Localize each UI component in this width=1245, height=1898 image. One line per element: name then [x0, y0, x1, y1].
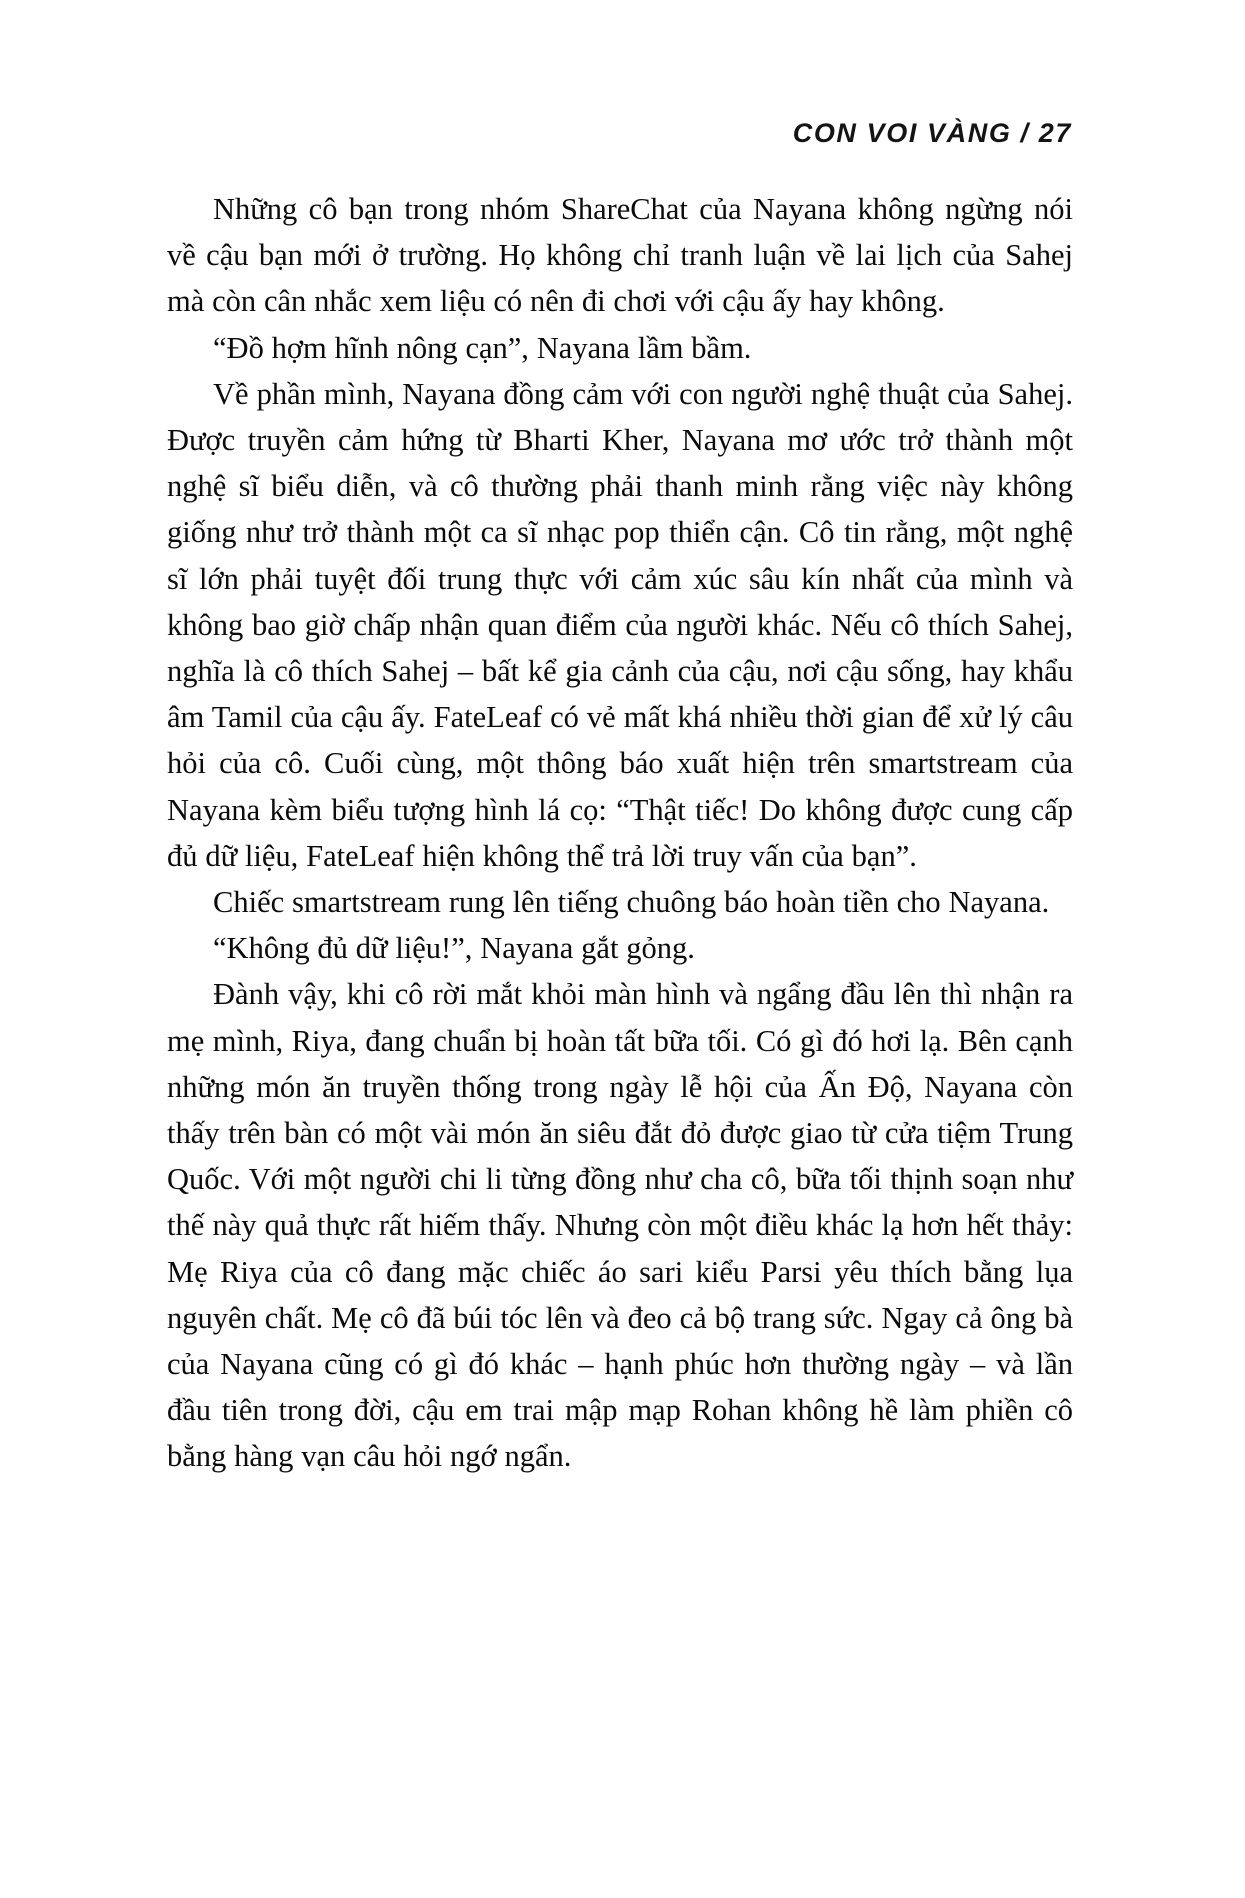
running-head	[167, 118, 1072, 149]
paragraph: Về phần mình, Nayana đồng cảm với con người nghệ thuật của Sahej. Được truyền cảm hứng từ Bharti Kher, Nayana mơ ước trở thành một nghệ sĩ biểu diễn, và cô thường phải thanh minh rằng việc này không giống như trở thành một ca sĩ nhạc pop thiển cận. Cô tin rằng, một nghệ sĩ lớn phải tuyệt đối trung thực với cảm xúc sâu kín nhất của mình và không bao giờ chấp nhận quan điểm của người khác. Nếu cô thích Sahej, nghĩa là cô thích Sahej – bất kể gia cảnh của cậu, nơi cậu sống, hay khẩu âm Tamil của cậu ấy. FateLeaf có vẻ mất khá nhiều thời gian để xử lý câu hỏi của cô. Cuối cùng, một thông báo xuất hiện trên smartstream của Nayana kèm biểu tượng hình lá cọ: “Thật tiếc! Do không được cung cấp đủ dữ liệu, FateLeaf hiện không thể trả lời truy vấn của bạn”.	[167, 376, 1073, 873]
paragraph: Chiếc smartstream rung lên tiếng chuông báo hoàn tiền cho Nayana.	[213, 885, 1050, 920]
running-head-text: CON VOI VÀNG / 27	[792, 118, 1072, 148]
paragraph: “Đồ hợm hĩnh nông cạn”, Nayana lầm bầm.	[213, 330, 752, 365]
paragraph: “Không đủ dữ liệu!”, Nayana gắt gỏng.	[213, 931, 695, 966]
body-text-block	[167, 186, 1073, 1480]
paragraph: Đành vậy, khi cô rời mắt khỏi màn hình và ngẩng đầu lên thì nhận ra mẹ mình, Riya, đang chuẩn bị hoàn tất bữa tối. Có gì đó hơi lạ. Bên cạnh những món ăn truyền thống trong ngày lễ hội của Ấn Độ, Nayana còn thấy trên bàn có một vài món ăn siêu đắt đỏ được giao từ cửa tiệm Trung Quốc. Với một người chi li từng đồng như cha cô, bữa tối thịnh soạn như thế này quả thực rất hiếm thấy. Nhưng còn một điều khác lạ hơn hết thảy: Mẹ Riya của cô đang mặc chiếc áo sari kiểu Parsi yêu thích bằng lụa nguyên chất. Mẹ cô đã búi tóc lên và đeo cả bộ trang sức. Ngay cả ông bà của Nayana cũng có gì đó khác – hạnh phúc hơn thường ngày – và lần đầu tiên trong đời, cậu em trai mập mạp Rohan không hề làm phiền cô bằng hàng vạn câu hỏi ngớ ngẩn.	[167, 977, 1073, 1474]
paragraph: Những cô bạn trong nhóm ShareChat của Nayana không ngừng nói về cậu bạn mới ở trường. Họ không chỉ tranh luận về lai lịch của Sahej mà còn cân nhắc xem liệu có nên đi chơi với cậu ấy hay không.	[167, 192, 1073, 319]
